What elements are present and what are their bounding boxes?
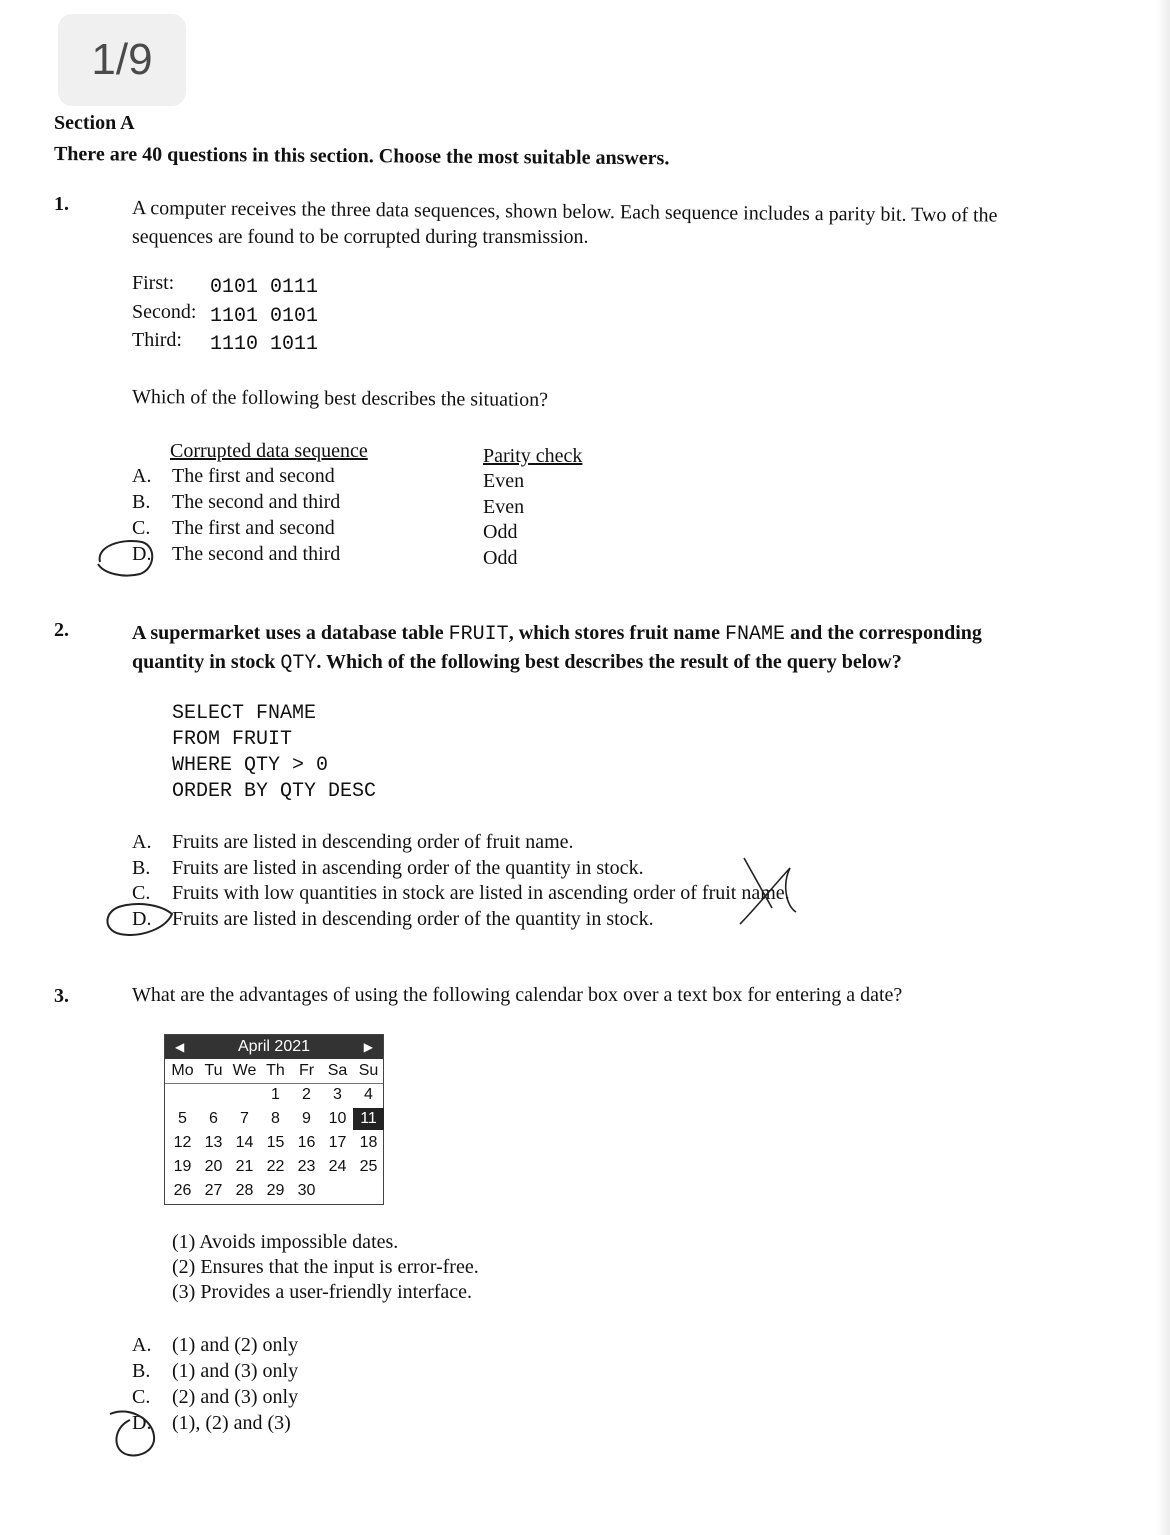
calendar-widget: [164, 1034, 384, 1205]
page-counter-badge: [58, 14, 186, 106]
calendar-day[interactable]: 30: [297, 1182, 316, 1199]
calendar-day[interactable]: 19: [173, 1158, 192, 1175]
q2-stem-line2: quantity in stock QTY. Which of the following best describes the result of the query below?: [132, 651, 902, 675]
q3-option-d-letter: D.: [132, 1412, 152, 1434]
q1-option-d-text: The second and third: [172, 543, 341, 565]
q2-sql-line1: SELECT FNAME: [172, 702, 317, 725]
calendar-day[interactable]: 26: [173, 1182, 192, 1199]
calendar-weekday: Sa: [327, 1062, 348, 1079]
q3-statement-3: (3) Provides a user-friendly interface.: [172, 1281, 473, 1303]
calendar-weekday: Tu: [204, 1062, 223, 1079]
q1-col1-header: Corrupted data sequence: [170, 440, 368, 462]
calendar-day[interactable]: 17: [328, 1134, 347, 1151]
calendar-day[interactable]: 2: [302, 1086, 311, 1103]
calendar-day[interactable]: 7: [240, 1110, 249, 1127]
q2-option-d-text: Fruits are listed in descending order of the quantity in stock.: [172, 908, 654, 930]
calendar-day[interactable]: 23: [297, 1158, 316, 1175]
q3-stem: What are the advantages of using the following calendar box over a text box for entering a date?: [132, 984, 903, 1006]
q1-col2-header: Parity check: [483, 445, 583, 467]
calendar-weekday: Su: [358, 1062, 379, 1079]
calendar-day[interactable]: 24: [328, 1158, 347, 1175]
q1-seq1-label: First:: [132, 272, 175, 294]
q1-seq3-value: 1110 1011: [210, 333, 319, 356]
calendar-day[interactable]: 27: [204, 1182, 223, 1199]
q1-option-a-letter: A.: [132, 465, 152, 487]
q1-option-d-parity: Odd: [483, 547, 518, 569]
q1-option-b-letter: B.: [132, 491, 151, 513]
q3-answer-circle: [100, 1404, 170, 1464]
calendar-day[interactable]: 29: [266, 1182, 285, 1199]
calendar-day[interactable]: 9: [302, 1110, 311, 1127]
section-title: Section A: [54, 112, 135, 134]
calendar-day[interactable]: 18: [359, 1134, 378, 1151]
calendar-header: [165, 1035, 383, 1059]
page-counter-text: 1/9: [91, 35, 153, 84]
q1-option-a-parity: Even: [483, 470, 525, 492]
q1-question: Which of the following best describes the situation?: [131, 386, 549, 411]
q1-number: 1.: [54, 193, 69, 215]
q1-option-d-letter: D.: [132, 543, 152, 565]
q1-answer-circle: [90, 530, 170, 580]
calendar-day[interactable]: 15: [266, 1134, 285, 1151]
section-intro: There are 40 questions in this section. Choose the most suitable answers.: [53, 143, 670, 170]
q1-seq2-label: Second:: [132, 301, 197, 323]
q2-option-d-letter: D.: [132, 908, 152, 930]
q3-option-b-letter: B.: [132, 1360, 151, 1382]
calendar-day[interactable]: 20: [204, 1158, 223, 1175]
q1-seq3-label: Third:: [132, 329, 182, 351]
calendar-day-selected[interactable]: 11: [353, 1108, 384, 1130]
q3-option-c-text: (2) and (3) only: [172, 1386, 299, 1408]
calendar-day[interactable]: 12: [173, 1134, 192, 1151]
page-edge-shadow: [1156, 0, 1170, 1535]
q3-statement-1: (1) Avoids impossible dates.: [172, 1231, 399, 1253]
calendar-day[interactable]: 21: [235, 1158, 254, 1175]
calendar-day[interactable]: 5: [178, 1110, 187, 1127]
q2-option-b-letter: B.: [132, 857, 151, 879]
calendar-day[interactable]: 10: [328, 1110, 347, 1127]
q1-option-b-parity: Even: [483, 496, 525, 518]
q1-seq1-value: 0101 0111: [210, 276, 319, 299]
q2-number: 2.: [54, 619, 69, 641]
q2-option-b-text: Fruits are listed in ascending order of the quantity in stock.: [172, 857, 644, 879]
q2-option-c-text: Fruits with low quantities in stock are listed in ascending order of fruit name.: [172, 882, 790, 904]
q1-option-c-parity: Odd: [483, 521, 518, 543]
q2-sql-line3: WHERE QTY > 0: [172, 754, 329, 777]
q3-option-d-text: (1), (2) and (3): [172, 1412, 291, 1434]
q3-statement-2: (2) Ensures that the input is error-free.: [172, 1256, 479, 1278]
calendar-day[interactable]: 13: [204, 1134, 223, 1151]
calendar-day[interactable]: 28: [235, 1182, 254, 1199]
q1-option-c-letter: C.: [132, 517, 151, 539]
calendar-day[interactable]: 25: [359, 1158, 378, 1175]
calendar-day[interactable]: 8: [271, 1110, 280, 1127]
calendar-day[interactable]: 4: [364, 1086, 373, 1103]
q2-sql-line4: ORDER BY QTY DESC: [172, 780, 377, 803]
handwritten-cross-mark: [730, 852, 810, 932]
q1-seq2-value: 1101 0101: [210, 305, 319, 328]
q2-option-a-text: Fruits are listed in descending order of fruit name.: [172, 831, 574, 853]
calendar-day[interactable]: 6: [209, 1110, 218, 1127]
q2-option-a-letter: A.: [132, 831, 152, 853]
q1-option-a-text: The first and second: [172, 465, 335, 487]
q1-option-b-text: The second and third: [172, 491, 341, 513]
calendar-day[interactable]: 3: [333, 1086, 342, 1103]
q2-sql-line2: FROM FRUIT: [172, 728, 293, 751]
calendar-day[interactable]: 22: [266, 1158, 285, 1175]
calendar-weekday: Mo: [171, 1062, 194, 1079]
calendar-next-arrow-icon[interactable]: ▶: [363, 1040, 373, 1054]
calendar-weekday: Fr: [298, 1062, 315, 1079]
calendar-weekday: Th: [266, 1062, 285, 1079]
q3-option-a-letter: A.: [132, 1334, 152, 1356]
calendar-day[interactable]: 16: [297, 1134, 316, 1151]
q1-option-c-text: The first and second: [172, 517, 335, 539]
q3-option-a-text: (1) and (2) only: [172, 1334, 299, 1356]
q2-answer-circle: [98, 892, 178, 942]
calendar-weekday: We: [232, 1062, 257, 1079]
calendar-prev-arrow-icon[interactable]: ◀: [175, 1040, 185, 1054]
q1-stem-line2: sequences are found to be corrupted during transmission.: [132, 226, 589, 248]
calendar-day[interactable]: 1: [271, 1086, 280, 1103]
q2-option-c-letter: C.: [132, 882, 151, 904]
q3-number: 3.: [54, 985, 69, 1007]
q3-option-c-letter: C.: [132, 1386, 151, 1408]
q3-option-b-text: (1) and (3) only: [172, 1360, 299, 1382]
q2-stem-line1: A supermarket uses a database table FRUIT, which stores fruit name FNAME and the corresponding: [132, 622, 982, 646]
calendar-day[interactable]: 14: [235, 1134, 254, 1151]
calendar-month-title: April 2021: [237, 1038, 311, 1055]
q1-stem-line1: A computer receives the three data sequences, shown below. Each sequence includes a parity bit. Two of the: [131, 197, 998, 227]
